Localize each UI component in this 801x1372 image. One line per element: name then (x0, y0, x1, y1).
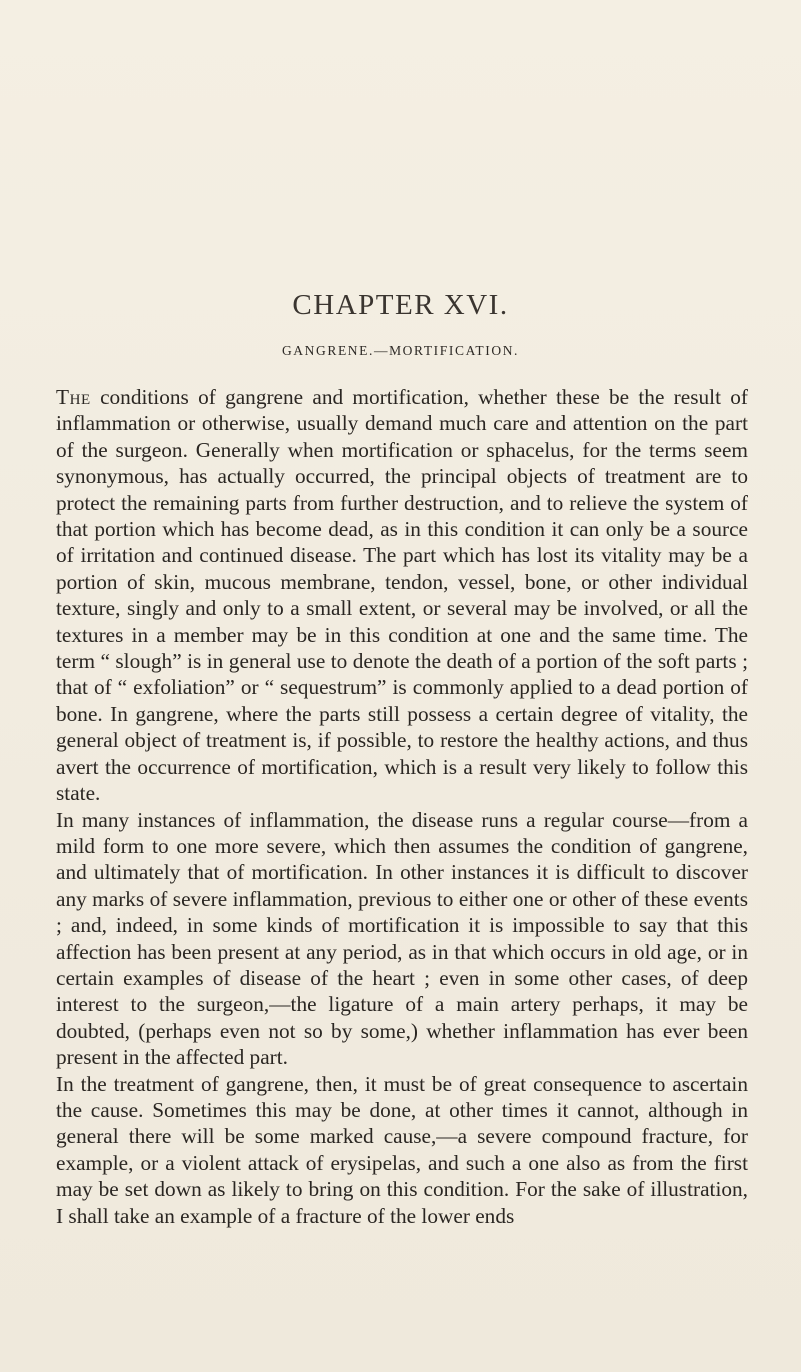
paragraph-1 (56, 384, 748, 807)
paragraph-2 (56, 807, 748, 1071)
chapter-subtitle: GANGRENE.—MORTIFICATION. (281, 343, 520, 358)
body-text (56, 384, 748, 1229)
chapter-title: CHAPTER XVI. (292, 289, 509, 321)
paragraph-text: In the treatment of gangrene, then, it must be of great consequence to ascertain the cause. Sometimes this may be done, at other times it cannot, although in general there will be some marked cause,—a severe compound fracture, for example, or a violent attack of erysipelas, and such a one also as from the first may be set down as likely to bring on this condition. For the sake of illustration, I shall take an example of a fracture of the lower ends (56, 1071, 748, 1228)
paragraph-text: In many instances of inflammation, the disease runs a regular course—from a mild form to one more severe, which then assumes the condition of gangrene, and ultimately that of mortification. In other instances it is difficult to discover any marks of severe inflammation, previous to either one or other of these events ; and, indeed, in some kinds of mortification it is impossible to say that this affection has been present at any period, as in that which occurs in old age, or in certain examples of disease of the heart ; even in some other cases, of deep interest to the surgeon,—the ligature of a main artery perhaps, it may be doubted, (perhaps even not so by some,) whether inflammation has ever been present in the affected part. (56, 807, 748, 1070)
paragraph-lead-word: The (56, 385, 91, 409)
paragraph-3 (56, 1071, 748, 1229)
paragraph-text: conditions of gangrene and mortification, whether these be the result of inflammation or otherwise, usually demand much care and attention on the part of the surgeon. Generally when mortification or sphacelus, for the terms seem synonymous, has actually occurred, the principal objects of treatment are to protect the remaining parts from further destruction, and to relieve the system of that portion which has become dead, as in this condition it can only be a source of irritation and continued disease. The part which has lost its vitality may be a portion of skin, mucous membrane, tendon, vessel, bone, or other individual texture, singly and only to a small extent, or several may be involved, or all the textures in a member may be in this condition at one and the same time. The term “ slough” is in general use to denote the death of a portion of the soft parts ; that of “ exfoliation” or “ sequestrum” is commonly applied to a dead portion of bone. In gangrene, where the parts still possess a certain degree of vitality, the general object of treatment is, if possible, to restore the healthy actions, and thus avert the occurrence of mortification, which is a result very likely to follow this state. (56, 385, 748, 806)
